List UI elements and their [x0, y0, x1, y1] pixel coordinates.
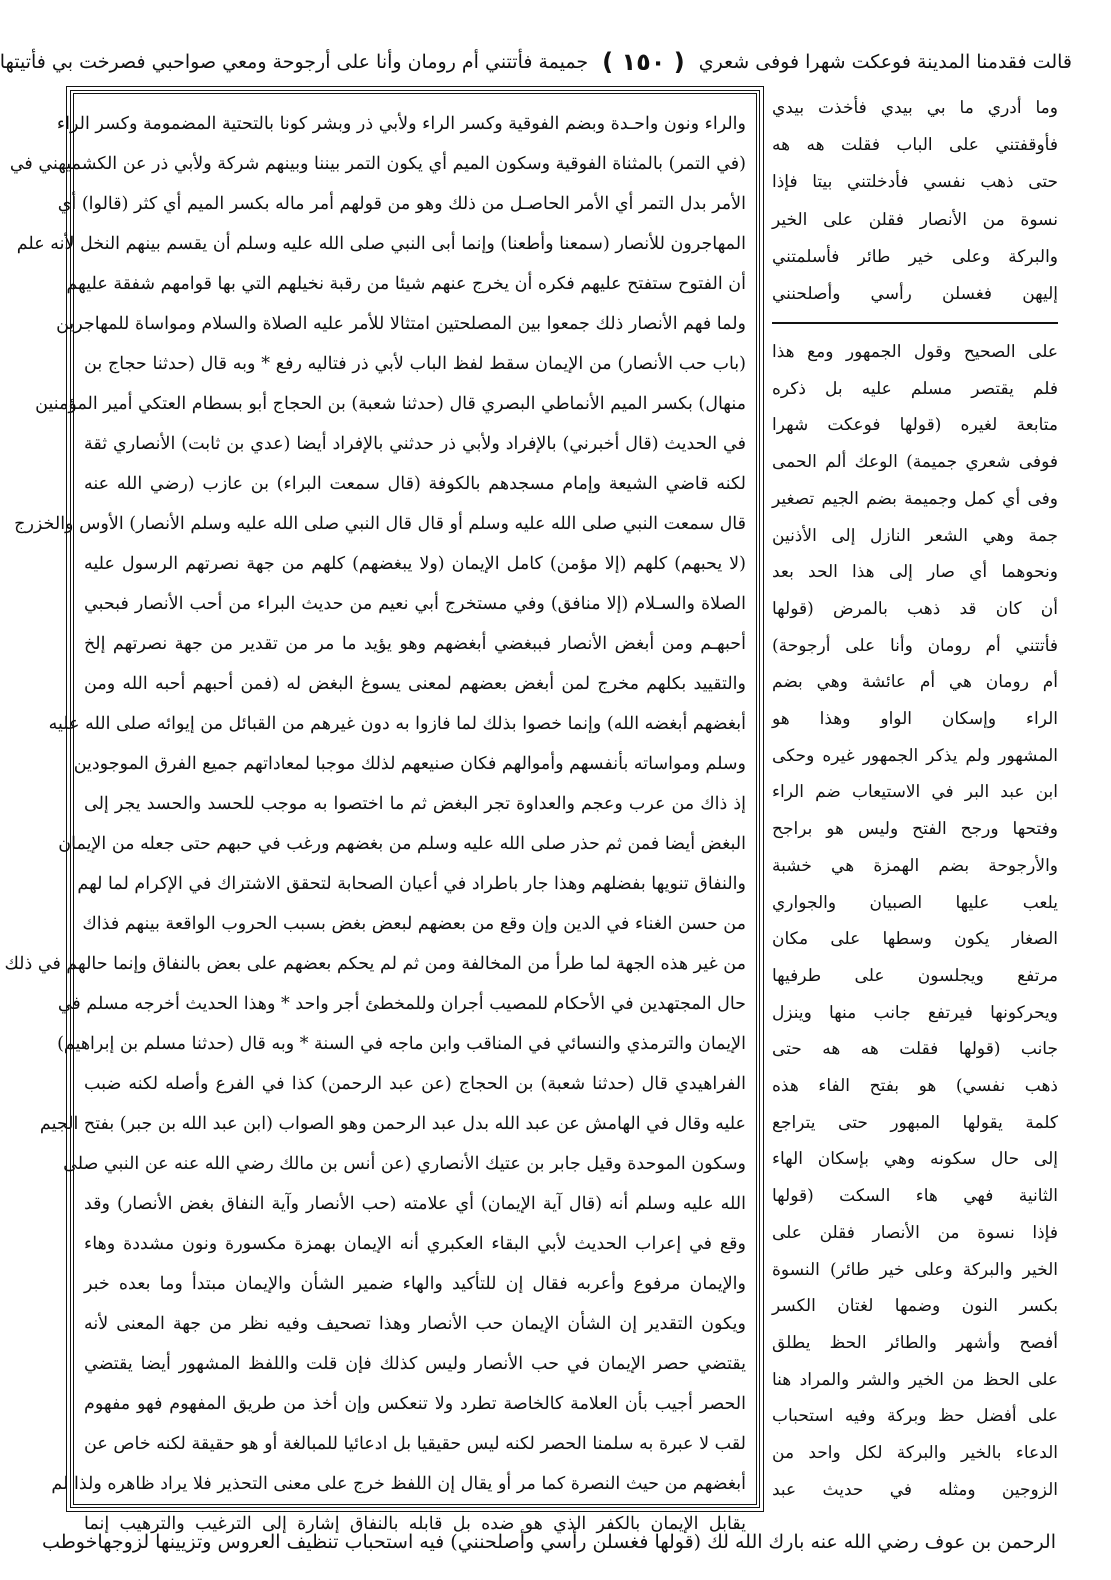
main-text-line: الله عليه وسلم أنه (قال آية الإيمان) أي علامته (حب الأنصار وآية النفاق بغض الأنصار) وقد — [84, 1194, 746, 1214]
margin-text-line: إلى حال سكونه وهي بإسكان الهاء — [772, 1149, 1058, 1170]
margin-text-line: جمة وهي الشعر النازل إلى الأذنين — [772, 525, 1058, 546]
margin-text-line: ابن عبد البر في الاستيعاب ضم الراء — [772, 782, 1058, 803]
margin-text-line: الزوجين ومثله في حديث عبد — [772, 1479, 1058, 1500]
main-text-line: والإيمان مرفوع وأعربه فقال إن للتأكيد والهاء ضمير الشأن والإيمان مبتدأ وما بعده خبر — [84, 1274, 746, 1294]
margin-text-line: فأوقفتني على الباب فقلت هه هه — [772, 135, 1058, 156]
margin-text-line: والبركة وعلى خير طائر فأسلمتني — [772, 246, 1058, 267]
margin-text-line: المشهور ولم يذكر الجمهور غيره وحكى — [772, 745, 1058, 766]
main-text-line: الحصر أجيب بأن العلامة كالخاصة تطرد ولا تنعكس وإن أخذ من طريق المفهوم فهو مفهوم — [84, 1394, 746, 1414]
margin-text-line: حتى ذهب نفسي فأدخلتني بيتا فإذا — [772, 172, 1058, 193]
main-text-line: قال سمعت النبي صلى الله عليه وسلم أو قال قال النبي صلى الله عليه وسلم الأنصار) الأوس والخزرج — [14, 514, 746, 534]
margin-text-line: مرتفع ويجلسون على طرفيها — [772, 965, 1058, 986]
margin-text-line: نسوة من الأنصار فقلن على الخير — [772, 209, 1058, 230]
margin-text-line: أفصح وأشهر والطائر الحظ يطلق — [772, 1332, 1058, 1353]
main-text-line: والراء ونون واحـدة وبضم الفوقية وكسر الراء ولأبي ذر وبشر كونا بالتحتية المضمومة وكسر الراء — [56, 114, 746, 134]
main-text-line: ولما فهم الأنصار ذلك جمعوا بين المصلحتين امتثالا للأمر عليه الصلاة والسلام ومواساة للمهاجرين — [56, 314, 746, 334]
margin-commentary — [772, 90, 1058, 1508]
main-text-frame — [4, 90, 760, 1534]
margin-text-line: فأتتني أم رومان وأنا على أرجوحة) — [772, 635, 1058, 656]
margin-text-line: إليهن فغسلن رأسي وأصلحنني — [772, 283, 1058, 304]
main-text-line: والتقييد بكلهم مخرج لمن أبغض بعضهم لمعنى يسوغ البغض له (فمن أحبهم أحبه الله ومن — [84, 674, 746, 694]
margin-text-line: الثانية فهي هاء السكت (قولها — [772, 1186, 1058, 1207]
main-text-line: (في التمر) بالمثناة الفوقية وسكون الميم أي يكون التمر بيننا وبينهم شركة ولأبي ذر عن الكشميهني في — [9, 154, 746, 174]
page-footer — [42, 1520, 1056, 1564]
main-text-line: عليه وقال في الهامش عن عبد الله بدل عبد الرحمن وهو الصواب (ابن عبد الله بن جبر) بفتح الجيم — [39, 1114, 746, 1134]
main-text-line: لقب لا عبرة به سلمنا الحصر لكنه ليس حقيقيا بل ادعائيا للمبالغة أو هو حقيقة لكنه خاص عن — [84, 1434, 746, 1454]
margin-text-line: وما أدري ما بي بيدي فأخذت بيدي — [772, 98, 1058, 118]
main-text-line: منهال) بكسر الميم الأنماطي البصري قال (حدثنا شعبة) بن الحجاج أبو بسطام العتكي أمير المؤمنين — [35, 394, 746, 414]
margin-text-line: بكسر النون وضمها لغتان الكسر — [772, 1296, 1058, 1317]
page-number: ( ١٥٠ ) — [602, 48, 685, 76]
margin-text-line: والأرجوحة بضم الهمزة هي خشبة — [772, 855, 1058, 876]
main-text-line: أبغضهم من حيث النصرة كما مر أو يقال إن اللفظ خرج على معنى التحذير فلا يراد ظاهره ولذا لم — [51, 1474, 746, 1494]
margin-text-line: جانب (قولها فقلت هه هه حتى — [772, 1039, 1058, 1060]
margin-main-block — [772, 334, 1058, 1508]
margin-text-line: يلعب عليها الصبيان والجواري — [772, 892, 1058, 913]
main-text-line: (باب حب الأنصار) من الإيمان سقط لفظ الباب لأبي ذر فتاليه رفع * وبه قال (حدثنا حجاج بن — [84, 354, 746, 374]
margin-text-line: فوفى شعري جميمة) الوعك ألم الحمى — [772, 452, 1058, 473]
main-text-line: ويكون التقدير إن الشأن الإيمان حب الأنصار وهذا تصحيف وفيه نظر من جهة المعنى لأنه — [84, 1314, 746, 1334]
main-text-line: إذ ذاك من عرب وعجم والعداوة تجر البغض ثم ما اختصوا به موجب للحسد والحسد يجر إلى — [84, 794, 746, 814]
margin-text-line: على الصحيح وقول الجمهور ومع هذا — [772, 342, 1058, 362]
main-text-line: الأمر بدل التمر أي الأمر الحاصـل من ذلك وهو من قولهم أمر ماله بكسر الميم أي كثر (قالوا) أي — [57, 194, 746, 214]
main-text-line: لكنه قاضي الشيعة وإمام مسجدهم بالكوفة (قال سمعت البراء) بن عازب (رضي الله عنه — [84, 474, 746, 494]
main-text-line: يقتضي حصر الإيمان في حب الأنصار وليس كذلك فإن قلت واللفظ المشهور أيضا يقتضي — [84, 1354, 746, 1374]
margin-text-line: ذهب نفسي) هو بفتح الفاء هذه — [772, 1076, 1058, 1097]
main-text-line: الفراهيدي قال (حدثنا شعبة) بن الحجاج (عن عبد الرحمن) كذا في الفرع وأصله لكنه ضبب — [84, 1074, 746, 1094]
margin-text-line: ويحركونها فيرتفع جانب منها وينزل — [772, 1002, 1058, 1023]
margin-text-line: فإذا نسوة من الأنصار فقلن على — [772, 1222, 1058, 1243]
main-text-line: في الحديث (قال أخبرني) بالإفراد ولأبي ذر حدثني بالإفراد أيضا (عدي بن ثابت) الأنصاري ثقة — [84, 434, 746, 454]
margin-text-line: الخير والبركة وعلى خير طائر) النسوة — [772, 1259, 1058, 1280]
main-text-body — [4, 104, 746, 1534]
margin-text-line: متابعة لغيره (قولها فوعكت شهرا — [772, 415, 1058, 436]
main-text-line: المهاجرون للأنصار (سمعنا وأطعنا) وإنما أبى النبي صلى الله عليه وسلم أن يقسم بينهم النخل لأنه علم — [16, 234, 746, 254]
margin-text-line: وفتحها ورجح الفتح وليس هو براجح — [772, 819, 1058, 840]
main-text-line: الصلاة والسـلام (إلا منافق) وفي مستخرج أبي نعيم من حديث البراء من أحب الأنصار فبحبي — [84, 594, 746, 614]
main-text-line: وقع في إعراب الحديث لأبي البقاء العكبري أنه الإيمان بهمزة مكسورة ونون مشددة وهاء — [84, 1234, 746, 1254]
header-right-text: قالت فقدمنا المدينة فوعكت شهرا فوفى شعري — [698, 51, 1072, 73]
main-text-line: البغض أيضا فمن ثم حذر صلى الله عليه وسلم من بغضهم ورغب في حبهم حتى جعله من الإيمان — [58, 834, 746, 854]
header-left-text: جميمة فأتتني أم رومان وأنا على أرجوحة ومعي صواحبي فصرخت بي فأتيتها — [0, 51, 589, 73]
margin-text-line: الصغار يكون وسطها على مكان — [772, 929, 1058, 950]
margin-text-line: أن كان قد ذهب بالمرض (قولها — [772, 598, 1058, 619]
margin-text-line: فلم يقتصر مسلم عليه بل ذكره — [772, 378, 1058, 399]
main-text-line: أن الفتوح ستفتح عليهم فكره أن يخرج عنهم شيئا من رقبة نخيلهم التي بها قوامهم شفقة عليهم — [66, 274, 746, 294]
margin-text-line: كلمة يقولها المبهور حتى يتراجع — [772, 1112, 1058, 1133]
main-text-line: أبغضهم أبغضه الله) وإنما خصوا بذلك لما فازوا به دون غيرهم من القبائل من إيوائه صلى الله عليه — [48, 714, 746, 734]
margin-text-line: الراء وإسكان الواو وهذا هو — [772, 709, 1058, 730]
margin-text-line: وفى أي كمل وجميمة بضم الجيم تصغير — [772, 488, 1058, 509]
margin-text-line: أم رومان هي أم عائشة وهي بضم — [772, 672, 1058, 693]
main-text-line: (لا يحبهم) كلهم (إلا مؤمن) كامل الإيمان (ولا يبغضهم) كلهم من جهة نصرتهم الرسول عليه — [84, 554, 746, 574]
margin-text-line: على أفضل حظ وبركة وفيه استحباب — [772, 1406, 1058, 1427]
catchword: خوطب — [42, 1531, 98, 1553]
margin-top-block — [772, 90, 1058, 312]
main-text-line: والنفاق تنويها بفضلهم وهذا جار باطراد في أعيان الصحابة لتحقق الاشتراك في الإكرام لما لهم — [77, 874, 746, 894]
main-text-line: يقابل الإيمان بالكفر الذي هو ضده بل قابله بالنفاق إشارة إلى الترغيب والترهيب إنما — [84, 1514, 746, 1534]
margin-text-line: ونحوهما أي صار إلى هذا الحد بعد — [772, 562, 1058, 583]
main-text-line: من حسن الغناء في الدين وإن وقع من بعضهم لبعض بغض بسبب الحروب الواقعة بينهم فذاك — [82, 914, 746, 934]
main-text-line: وسلم ومواساته بأنفسهم وأموالهم فكان صنيعهم لذلك موجبا لمعاداتهم جميع الفرق الموجودين — [73, 754, 746, 774]
margin-text-line: الدعاء بالخير والبركة لكل واحد من — [772, 1443, 1058, 1464]
page-header — [0, 38, 1072, 86]
main-text-line: حال المجتهدين في الأحكام للمصيب أجران وللمخطئ أجر واحد * وهذا الحديث أخرجه مسلم في — [57, 994, 746, 1014]
margin-divider — [772, 322, 1058, 324]
main-text-line: الإيمان والترمذي والنسائي في المناقب وابن ماجه في السنة * وبه قال (حدثنا مسلم بن إبراهيم) — [57, 1034, 746, 1054]
margin-text-line: على الحظ من الخير والشر والمراد هنا — [772, 1369, 1058, 1390]
main-text-line: أحبهـم ومن أبغض الأنصار فببغضي أبغضهم وهو يؤيد ما مر من تقدير من جهة نصرتهم إلخ — [84, 634, 746, 654]
main-text-line: من غير هذه الجهة لما طرأ من المخالفة ومن ثم لم يحكم بعضهم على بعض بالنفاق وإنما حالهم في ذلك — [4, 954, 746, 974]
main-text-line: وسكون الموحدة وقيل جابر بن عتيك الأنصاري (عن أنس بن مالك رضي الله عنه عن النبي صلى — [63, 1154, 746, 1174]
footer-text: الرحمن بن عوف رضي الله عنه بارك الله لك (قولها فغسلن رأسي وأصلحنني) فيه استحباب تنظيف العروس وتزيينها لزوجها — [97, 1531, 1056, 1553]
